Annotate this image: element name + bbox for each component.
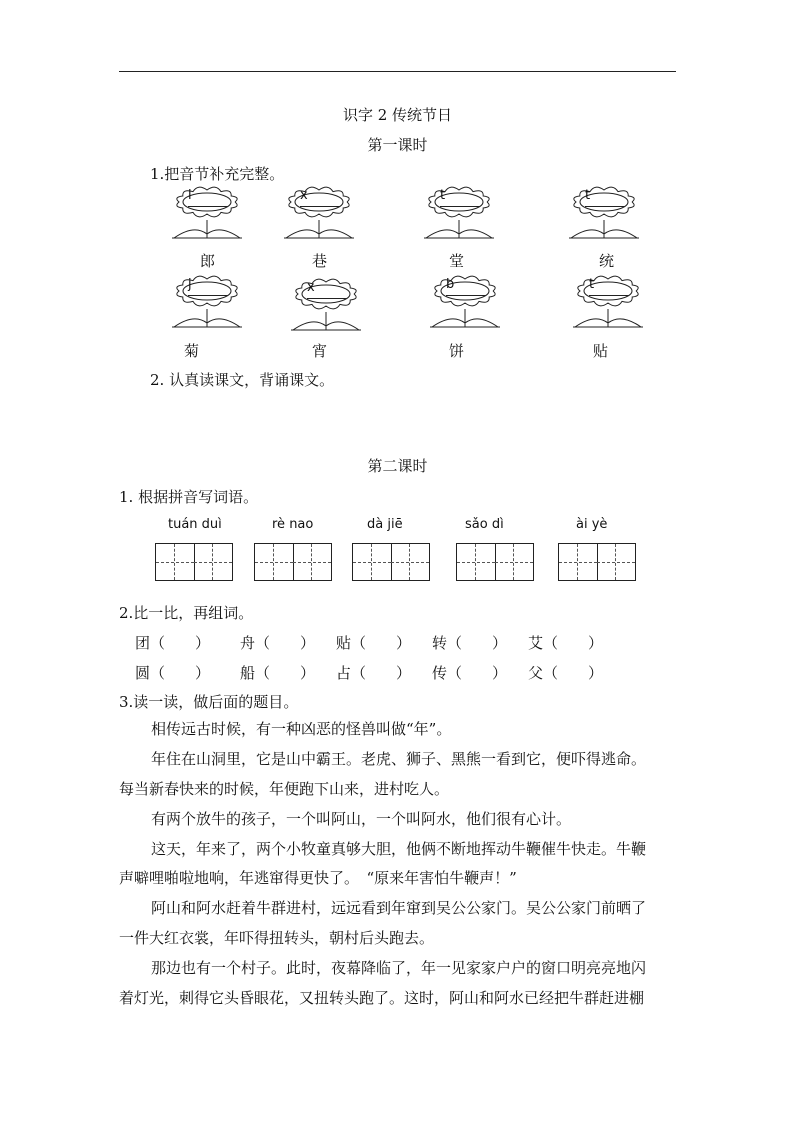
flower-character: 郎	[200, 252, 216, 270]
flower-character: 统	[599, 252, 615, 270]
flower-character: 贴	[593, 342, 609, 360]
writing-grid[interactable]	[456, 543, 534, 581]
lesson1-question-1: 1.把音节补充完整。	[150, 165, 285, 183]
writing-grid[interactable]	[558, 543, 636, 581]
story-line: 年住在山洞里，它是山中霸王。老虎、狮子、黑熊一看到它，便吓得逃命。	[151, 750, 647, 768]
sunflower-blank	[166, 186, 248, 240]
lesson1-question-2: 2. 认真读课文，背诵课文。	[150, 371, 335, 389]
sunflower-blank	[285, 278, 367, 332]
flower-character: 堂	[449, 252, 465, 270]
lesson2-question-1: 1. 根据拼音写词语。	[119, 488, 259, 506]
story-line: 那边也有一个村子。此时，夜幕降临了，年一见家家户户的窗口明亮亮地闪	[151, 959, 647, 977]
pinyin-initial[interactable]: x	[300, 188, 340, 207]
compare-item[interactable]: 传（ ）	[432, 664, 508, 682]
pinyin-initial[interactable]: b	[446, 277, 486, 296]
story-line: 相传远古时候，有一种凶恶的怪兽叫做“年”。	[151, 720, 452, 738]
pinyin-initial[interactable]: t	[440, 188, 480, 207]
compare-item[interactable]: 转（ ）	[432, 634, 508, 652]
flower-character: 巷	[312, 252, 328, 270]
writing-grid[interactable]	[155, 543, 233, 581]
pinyin-prompt: dà jiē	[367, 517, 403, 532]
sunflower-blank	[424, 275, 506, 329]
lesson2-question-2: 2.比一比，再组词。	[119, 604, 254, 622]
pinyin-initial[interactable]: l	[188, 188, 228, 207]
pinyin-initial[interactable]: j	[188, 277, 228, 296]
lesson2-heading: 第二课时	[367, 457, 428, 475]
compare-item[interactable]: 艾（ ）	[528, 634, 604, 652]
pinyin-initial[interactable]: t	[585, 188, 625, 207]
story-line: 一件大红衣裳，年吓得扭转头，朝村后头跑去。	[119, 929, 435, 947]
pinyin-initial[interactable]: t	[589, 277, 629, 296]
story-line: 有两个放牛的孩子，一个叫阿山，一个叫阿水，他们很有心计。	[151, 810, 572, 828]
sunflower-blank	[563, 186, 645, 240]
sunflower-blank	[418, 186, 500, 240]
writing-grid[interactable]	[254, 543, 332, 581]
flower-character: 宵	[312, 342, 328, 360]
sunflower-blank	[278, 186, 360, 240]
compare-item[interactable]: 占（ ）	[336, 664, 412, 682]
story-line: 这天，年来了，两个小牧童真够大胆，他俩不断地挥动牛鞭催牛快走。牛鞭	[151, 840, 647, 858]
compare-item[interactable]: 圆（ ）	[135, 664, 211, 682]
story-line: 着灯光，刺得它头昏眼花，又扭转头跑了。这时，阿山和阿水已经把牛群赶进棚	[119, 989, 645, 1007]
pinyin-prompt: rè nao	[272, 517, 314, 532]
pinyin-prompt: tuán duì	[168, 517, 222, 532]
sunflower-blank	[567, 275, 649, 329]
compare-item[interactable]: 舟（ ）	[240, 634, 316, 652]
pinyin-initial[interactable]: x	[307, 280, 347, 299]
flower-character: 饼	[449, 342, 465, 360]
story-line: 阿山和阿水赶着牛群进村，远远看到年窜到吴公公家门。吴公公家门前晒了	[151, 899, 647, 917]
compare-item[interactable]: 船（ ）	[240, 664, 316, 682]
sunflower-blank	[166, 275, 248, 329]
compare-item[interactable]: 父（ ）	[528, 664, 604, 682]
compare-item[interactable]: 团（ ）	[135, 634, 211, 652]
pinyin-prompt: sǎo dì	[465, 517, 504, 532]
pinyin-prompt: ài yè	[576, 517, 608, 532]
page-title: 识字 2 传统节日	[342, 106, 453, 124]
story-line: 声噼哩啪啦地响，年逃窜得更快了。 “原来年害怕牛鞭声！”	[119, 869, 517, 887]
compare-item[interactable]: 贴（ ）	[336, 634, 412, 652]
writing-grid[interactable]	[352, 543, 430, 581]
header-rule	[119, 71, 676, 72]
lesson2-question-3: 3.读一读，做后面的题目。	[119, 693, 299, 711]
story-line: 每当新春快来的时候，年便跑下山来，进村吃人。	[119, 780, 450, 798]
lesson1-heading: 第一课时	[367, 136, 428, 154]
flower-character: 菊	[184, 342, 200, 360]
